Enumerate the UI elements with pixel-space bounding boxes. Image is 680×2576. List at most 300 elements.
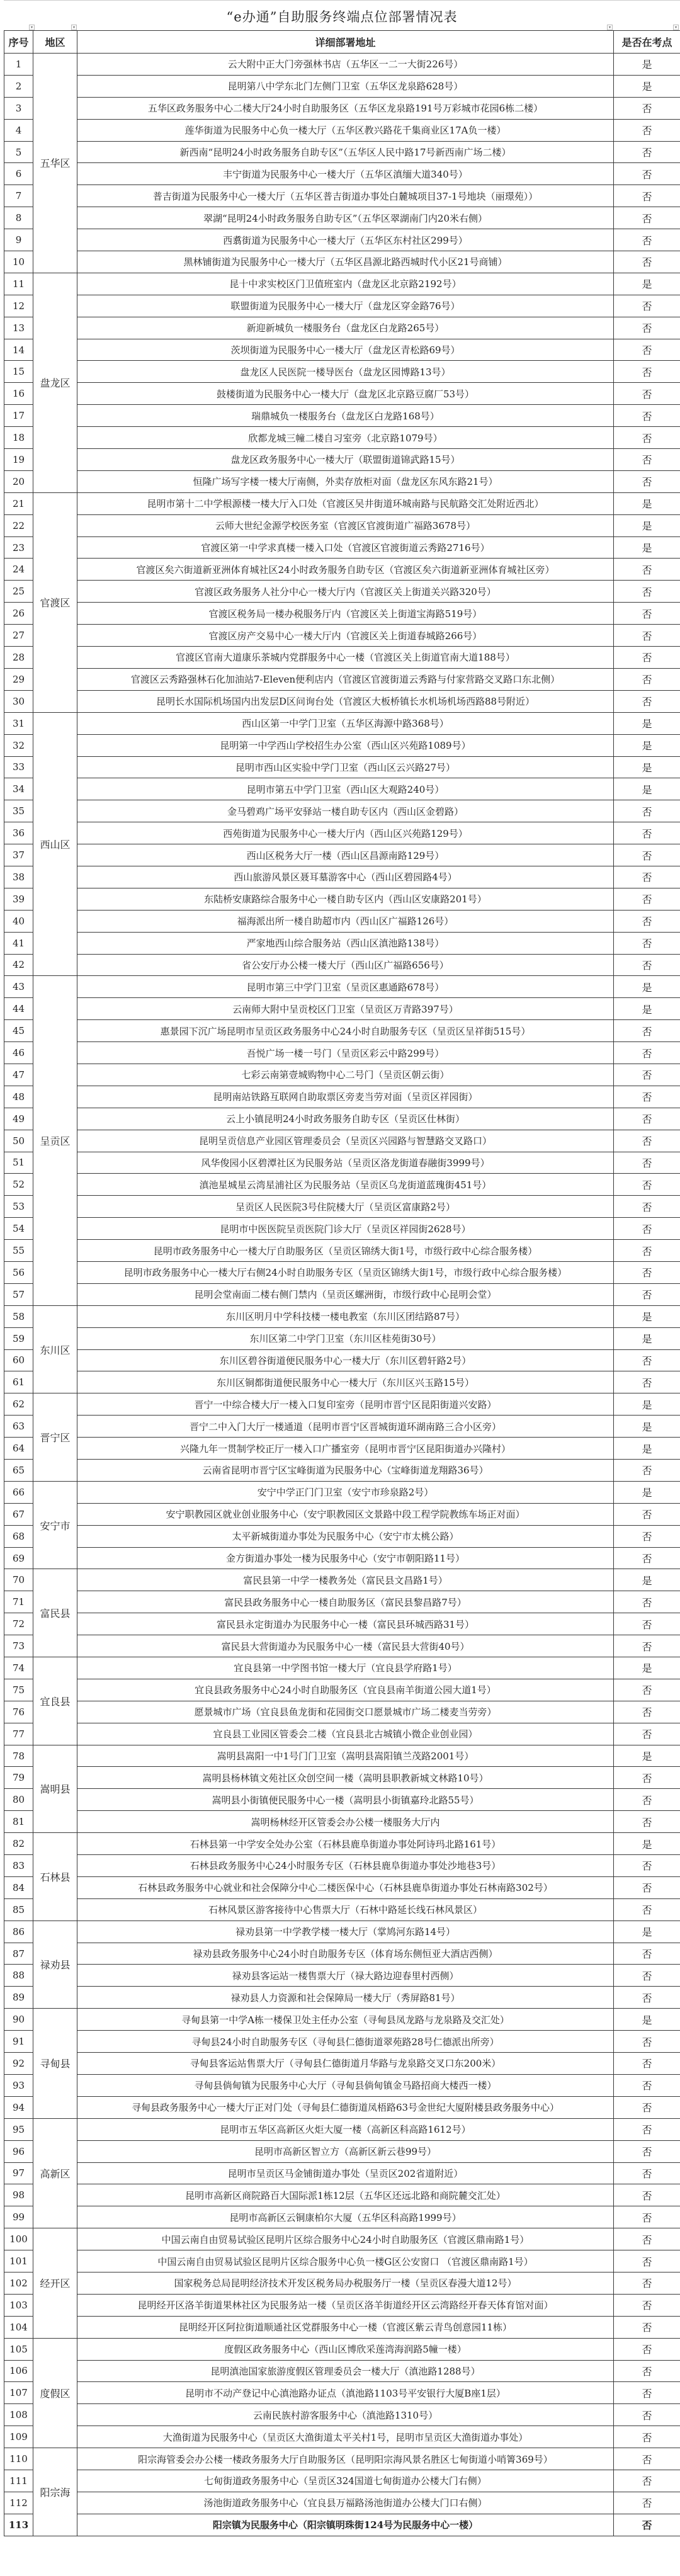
- table-row: [4, 1745, 680, 1767]
- exam-site-cell: 是: [614, 492, 680, 514]
- address-cell: 中国云南自由贸易试验区昆明片区综合服务中心24小时自助服务区（官渡区鼎南路1号）: [77, 2228, 614, 2250]
- address-cell: 石林县第一中学安全处办公室（石林县鹿阜街道办事处阿诗玛北路161号）: [77, 1833, 614, 1855]
- address-cell: 晋宁一中综合楼大厅一楼入口复印室旁（昆明市晋宁区昆阳街道兴安路）: [77, 1393, 614, 1416]
- address-cell: 云大附中正大门旁强林书店（五华区一二一大街226号）: [77, 54, 614, 76]
- filter-dropdown-icon[interactable]: ▾: [673, 25, 679, 30]
- address-cell: 新迎新城负一楼服务台（盘龙区白龙路265号）: [77, 317, 614, 339]
- table-row: [4, 1679, 680, 1701]
- row-number: 31: [4, 712, 33, 734]
- table-row: [4, 1657, 680, 1679]
- table-row: [4, 1460, 680, 1482]
- header-address: 详细部署地址: [77, 31, 614, 54]
- address-cell: 晋宁二中入门大厅一楼通道（昆明市晋宁区晋城街道环湖南路三合小区旁）: [77, 1416, 614, 1438]
- address-cell: 盘龙区政务服务中心一楼大厅（联盟街道锦武路15号）: [77, 449, 614, 471]
- row-number: 28: [4, 647, 33, 669]
- exam-site-cell: 是: [614, 2009, 680, 2031]
- table-row: [4, 383, 680, 405]
- table-row: [4, 54, 680, 76]
- row-number: 110: [4, 2448, 33, 2470]
- exam-site-cell: 否: [614, 2470, 680, 2492]
- exam-site-cell: 是: [614, 1305, 680, 1327]
- address-cell: 云南师大附中呈贡校区门卫室（呈贡区万青路397号）: [77, 998, 614, 1020]
- address-cell: 富民县大营街道办为民服务中心一楼（富民县大营街40号）: [77, 1635, 614, 1657]
- table-row: [4, 2096, 680, 2118]
- row-number: 18: [4, 427, 33, 449]
- address-cell: 西山区税务大厅一楼（西山区昌源南路129号）: [77, 844, 614, 866]
- row-number: 14: [4, 339, 33, 361]
- table-row: [4, 2074, 680, 2096]
- table-row: [4, 1174, 680, 1196]
- exam-site-cell: 是: [614, 1745, 680, 1767]
- row-number: 102: [4, 2272, 33, 2294]
- row-number: 112: [4, 2492, 33, 2514]
- district-cell: 高新区: [33, 2118, 77, 2228]
- address-cell: 欣都龙城三幢二楼自习室旁（北京路1079号）: [77, 427, 614, 449]
- address-cell: 昆明经开区阿拉街道顺通社区党群服务中心一楼（官渡区紫云青鸟创意园11栋）: [77, 2316, 614, 2338]
- row-number: 81: [4, 1811, 33, 1833]
- row-number: 101: [4, 2250, 33, 2272]
- address-cell: 昆明南站铁路互联网自助取票区旁麦当劳对面（呈贡区祥园街）: [77, 1086, 614, 1108]
- table-row: [4, 75, 680, 97]
- table-row: [4, 1965, 680, 1987]
- table-row: [4, 470, 680, 492]
- table-row: [4, 1701, 680, 1723]
- row-number: 8: [4, 207, 33, 229]
- row-number: 12: [4, 295, 33, 317]
- exam-site-cell: 否: [614, 690, 680, 712]
- address-cell: 中国云南自由贸易试验区昆明片区综合服务中心负一楼G区公安窗口 （官渡区鼎南路1号）: [77, 2250, 614, 2272]
- address-cell: 昆明市第五中学门卫室（西山区大观路240号）: [77, 778, 614, 800]
- address-cell: 嵩明县嵩阳一中1号门门卫室（嵩明县嵩阳镇兰茂路2001号）: [77, 1745, 614, 1767]
- filter-dropdown-icon[interactable]: ▾: [607, 25, 613, 30]
- address-cell: 七彩云南第壹城购物中心二号门（呈贡区朝云街）: [77, 1064, 614, 1086]
- row-number: 62: [4, 1393, 33, 1416]
- row-number: 55: [4, 1240, 33, 1262]
- exam-site-cell: 是: [614, 1481, 680, 1503]
- table-row: [4, 866, 680, 888]
- exam-site-cell: 否: [614, 2426, 680, 2448]
- address-cell: 昆明市中医医院呈贡医院门诊大厅（呈贡区祥园街2628号）: [77, 1218, 614, 1240]
- table-row: [4, 1108, 680, 1130]
- district-cell: 嵩明县: [33, 1745, 77, 1833]
- table-row: [4, 1196, 680, 1218]
- exam-site-cell: 是: [614, 756, 680, 778]
- exam-site-cell: 否: [614, 1723, 680, 1745]
- exam-site-cell: 否: [614, 2184, 680, 2206]
- row-number: 53: [4, 1196, 33, 1218]
- row-number: 67: [4, 1503, 33, 1525]
- exam-site-cell: 否: [614, 1789, 680, 1811]
- exam-site-cell: 是: [614, 1393, 680, 1416]
- exam-site-cell: 否: [614, 1152, 680, 1174]
- row-number: 1: [4, 54, 33, 76]
- address-cell: 昆明市政务服务中心一楼大厅自助服务区（呈贡区锦绣大街1号，市级行政中心综合服务楼）: [77, 1240, 614, 1262]
- exam-site-cell: 否: [614, 1525, 680, 1547]
- row-number: 84: [4, 1876, 33, 1898]
- address-cell: 官渡区矣六街道新亚洲体育城社区24小时政务服务自助专区（官渡区矣六街道新亚洲体育城社区旁）: [77, 559, 614, 581]
- exam-site-cell: 否: [614, 668, 680, 690]
- exam-site-cell: 否: [614, 800, 680, 822]
- row-number: 71: [4, 1591, 33, 1613]
- table-row: [4, 2206, 680, 2228]
- exam-site-cell: 是: [614, 75, 680, 97]
- table-row: [4, 2426, 680, 2448]
- exam-site-cell: 否: [614, 2360, 680, 2382]
- exam-site-cell: 否: [614, 251, 680, 273]
- district-cell: 富民县: [33, 1569, 77, 1657]
- exam-site-cell: 否: [614, 866, 680, 888]
- exam-site-cell: 否: [614, 2514, 680, 2536]
- address-cell: 官渡区云秀路强林石化加油站7-Eleven便利店内（官渡区官渡街道云秀路与付家营路交叉路口东北侧）: [77, 668, 614, 690]
- address-cell: 禄劝县人力资源和社会保障局一楼大厅（秀屏路81号）: [77, 1987, 614, 2009]
- page-title: “e办通”自助服务终端点位部署情况表: [226, 9, 458, 25]
- table-row: [4, 2184, 680, 2206]
- exam-site-cell: 否: [614, 339, 680, 361]
- row-number: 39: [4, 888, 33, 910]
- table-row: [4, 1283, 680, 1305]
- table-row: [4, 1481, 680, 1503]
- address-cell: 昆明市第十二中学根源楼一楼大厅入口处（官渡区吴井街道环城南路与民航路交汇处附近西北）: [77, 492, 614, 514]
- exam-site-cell: 否: [614, 295, 680, 317]
- row-number: 74: [4, 1657, 33, 1679]
- address-cell: 东川区明月中学科技楼一楼电教室（东川区团结路87号）: [77, 1305, 614, 1327]
- row-number: 63: [4, 1416, 33, 1438]
- address-cell: 呈贡区人民医院3号住院楼大厅（呈贡区富康路2号）: [77, 1196, 614, 1218]
- exam-site-cell: 否: [614, 1196, 680, 1218]
- table-row: [4, 185, 680, 207]
- address-cell: 官渡区房产交易中心一楼大厅内（官渡区关上街道春城路266号）: [77, 625, 614, 647]
- deployment-table-sheet: [4, 0, 680, 2536]
- address-cell: 嵩明县杨林镇文苑社区众创空间一楼（嵩明县职教新城文林路10号）: [77, 1767, 614, 1789]
- row-number: 58: [4, 1305, 33, 1327]
- table-row: [4, 778, 680, 800]
- row-number: 26: [4, 603, 33, 625]
- table-row: [4, 954, 680, 976]
- row-number: 48: [4, 1086, 33, 1108]
- address-cell: 昆明市不动产登记中心滇池路办证点（滇池路1103号平安银行大厦B座1层）: [77, 2382, 614, 2404]
- exam-site-cell: 否: [614, 1767, 680, 1789]
- address-cell: 官渡区税务局一楼办税服务厅内（官渡区关上街道宝海路519号）: [77, 603, 614, 625]
- exam-site-cell: 否: [614, 2404, 680, 2426]
- row-number: 43: [4, 976, 33, 998]
- address-cell: 大渔街道为民服务中心（呈贡区大渔街道太平关村1号，昆明市呈贡区大渔街道办事处）: [77, 2426, 614, 2448]
- row-number: 44: [4, 998, 33, 1020]
- exam-site-cell: 否: [614, 2228, 680, 2250]
- address-cell: 宜良县第一中学图书馆一楼大厅（宜良县学府路1号）: [77, 1657, 614, 1679]
- exam-site-cell: 是: [614, 1416, 680, 1438]
- exam-site-cell: 是: [614, 1657, 680, 1679]
- exam-site-cell: 是: [614, 1921, 680, 1943]
- exam-site-cell: 否: [614, 1042, 680, 1064]
- address-cell: 昆明呈贡信息产业园区管理委员会（呈贡区兴园路与智慧路交叉路口）: [77, 1130, 614, 1152]
- address-cell: 昆明市高新区云铜康柏尔大厦（五华区科高路1999号）: [77, 2206, 614, 2228]
- table-row: [4, 1130, 680, 1152]
- row-number: 100: [4, 2228, 33, 2250]
- exam-site-cell: 是: [614, 273, 680, 295]
- exam-site-cell: 否: [614, 1547, 680, 1569]
- row-number: 98: [4, 2184, 33, 2206]
- row-number: 78: [4, 1745, 33, 1767]
- row-number: 27: [4, 625, 33, 647]
- address-cell: 寻甸县倘甸镇为民服务中心大厅（寻甸县倘甸镇金马路招商大楼西一楼）: [77, 2074, 614, 2096]
- exam-site-cell: 否: [614, 581, 680, 603]
- table-header-row: [4, 31, 680, 54]
- exam-site-cell: 否: [614, 1371, 680, 1393]
- district-cell: 呈贡区: [33, 976, 77, 1305]
- exam-site-cell: 否: [614, 470, 680, 492]
- table-row: [4, 603, 680, 625]
- address-cell: 云南省昆明市晋宁区宝峰街道为民服务中心（宝峰街道龙翔路36号）: [77, 1460, 614, 1482]
- exam-site-cell: 是: [614, 778, 680, 800]
- table-row: [4, 1416, 680, 1438]
- address-cell: 普吉街道为民服务中心一楼大厅（五华区普吉街道办事处白麓城项目37-1号地块（丽璟苑））: [77, 185, 614, 207]
- table-row: [4, 2360, 680, 2382]
- row-number: 96: [4, 2140, 33, 2162]
- row-number: 21: [4, 492, 33, 514]
- row-number: 111: [4, 2470, 33, 2492]
- exam-site-cell: 否: [614, 603, 680, 625]
- table-row: [4, 1613, 680, 1635]
- table-row: [4, 1525, 680, 1547]
- row-number: 11: [4, 273, 33, 295]
- table-row: [4, 647, 680, 669]
- filter-dropdown-icon[interactable]: ▾: [71, 25, 77, 30]
- row-number: 51: [4, 1152, 33, 1174]
- table-row: [4, 1547, 680, 1569]
- exam-site-cell: 否: [614, 229, 680, 251]
- table-row: [4, 2250, 680, 2272]
- exam-site-cell: 是: [614, 734, 680, 756]
- address-cell: 官渡区官南大道康乐茶城内党群服务中心一楼（官渡区关上街道官南大道188号）: [77, 647, 614, 669]
- table-row: [4, 1020, 680, 1042]
- address-cell: 云上小镇昆明24小时政务服务自助专区（呈贡区仕林街）: [77, 1108, 614, 1130]
- exam-site-cell: 否: [614, 141, 680, 163]
- district-cell: 阳宗海: [33, 2448, 77, 2536]
- exam-site-cell: 否: [614, 822, 680, 844]
- address-cell: 禄劝县客运站一楼售票大厅（禄大路边迎春里村西侧）: [77, 1965, 614, 1987]
- row-number: 92: [4, 2053, 33, 2075]
- table-row: [4, 1898, 680, 1921]
- header-exam-site: 是否在考点: [614, 31, 680, 54]
- row-number: 9: [4, 229, 33, 251]
- row-number: 52: [4, 1174, 33, 1196]
- table-row: [4, 492, 680, 514]
- address-cell: 昆明会堂南面二楼右侧门禁内（呈贡区螺洲街，市级行政中心昆明会堂）: [77, 1283, 614, 1305]
- district-cell: 经开区: [33, 2228, 77, 2338]
- table-row: [4, 844, 680, 866]
- table-row: [4, 339, 680, 361]
- exam-site-cell: 否: [614, 844, 680, 866]
- table-row: [4, 1503, 680, 1525]
- row-number: 56: [4, 1261, 33, 1283]
- table-body: [4, 54, 680, 2536]
- row-number: 19: [4, 449, 33, 471]
- row-number: 103: [4, 2294, 33, 2316]
- table-row: [4, 888, 680, 910]
- address-cell: 富民县永定街道办为民服务中心一楼（富民县环城西路31号）: [77, 1613, 614, 1635]
- row-number: 80: [4, 1789, 33, 1811]
- address-cell: 度假区政务服务中心（西山区博欣采莲湾海润路5幢一楼）: [77, 2338, 614, 2360]
- address-cell: 嵩明县小街镇便民服务中心一楼（嵩明县小街镇嘉玲北路55号）: [77, 1789, 614, 1811]
- address-cell: 黑林铺街道为民服务中心一楼大厅（五华区昌源北路西城时代小区21号商铺）: [77, 251, 614, 273]
- exam-site-cell: 否: [614, 2074, 680, 2096]
- row-number: 25: [4, 581, 33, 603]
- table-row: [4, 734, 680, 756]
- address-cell: 新西南“昆明24小时政务服务自助专区”（五华区人民中路17号新西南广场二楼）: [77, 141, 614, 163]
- table-row: [4, 712, 680, 734]
- table-row: [4, 1833, 680, 1855]
- table-row: [4, 2140, 680, 2162]
- exam-site-cell: 否: [614, 559, 680, 581]
- table-row: [4, 2272, 680, 2294]
- exam-site-cell: 否: [614, 405, 680, 427]
- address-cell: 西山区第一中学门卫室（五华区海源中路368号）: [77, 712, 614, 734]
- row-number: 54: [4, 1218, 33, 1240]
- exam-site-cell: 否: [614, 2206, 680, 2228]
- address-cell: 金马碧鸡广场平安驿站一楼自助专区内（西山区金碧路）: [77, 800, 614, 822]
- address-cell: 宜良县工业园区管委会二楼（宜良县北古城镇小微企业创业园）: [77, 1723, 614, 1745]
- district-cell: 宜良县: [33, 1657, 77, 1745]
- table-row: [4, 822, 680, 844]
- row-number: 30: [4, 690, 33, 712]
- table-row: [4, 361, 680, 383]
- address-cell: 茨坝街道为民服务中心一楼大厅（盘龙区青松路69号）: [77, 339, 614, 361]
- row-number: 61: [4, 1371, 33, 1393]
- row-number: 99: [4, 2206, 33, 2228]
- address-cell: 阳宗海管委会办公楼一楼政务服务大厅自助服务区（昆明阳宗海风景名胜区七甸街道小哨箐369号）: [77, 2448, 614, 2470]
- table-row: [4, 514, 680, 536]
- address-cell: 盘龙区人民医院一楼导医台（盘龙区园博路13号）: [77, 361, 614, 383]
- address-cell: 翠湖“昆明24小时政务服务自助专区”（五华区翠湖南门内20米右侧）: [77, 207, 614, 229]
- table-row: [4, 251, 680, 273]
- table-row: [4, 800, 680, 822]
- exam-site-cell: 否: [614, 2162, 680, 2184]
- row-number: 5: [4, 141, 33, 163]
- row-number: 86: [4, 1921, 33, 1943]
- row-number: 60: [4, 1349, 33, 1371]
- table-row: [4, 1921, 680, 1943]
- exam-site-cell: 否: [614, 119, 680, 141]
- address-cell: 汤池街道政务服务中心（宜良县万福路汤池街道办公楼大门口右侧）: [77, 2492, 614, 2514]
- row-number: 76: [4, 1701, 33, 1723]
- exam-site-cell: 否: [614, 1108, 680, 1130]
- row-number: 87: [4, 1943, 33, 1965]
- row-number: 42: [4, 954, 33, 976]
- row-number: 106: [4, 2360, 33, 2382]
- row-number: 34: [4, 778, 33, 800]
- district-cell: 寻甸县: [33, 2009, 77, 2118]
- exam-site-cell: 否: [614, 2031, 680, 2053]
- row-number: 46: [4, 1042, 33, 1064]
- row-number: 24: [4, 559, 33, 581]
- table-row: [4, 1569, 680, 1591]
- address-cell: 昆明经开区洛羊街道果林社区为民服务站一楼（呈贡区洛羊街道经开区云湾路经开春天体育馆对面）: [77, 2294, 614, 2316]
- exam-site-cell: 否: [614, 2338, 680, 2360]
- address-cell: 金方街道办事处一楼为民服务中心（安宁市朝阳路11号）: [77, 1547, 614, 1569]
- exam-site-cell: 否: [614, 1591, 680, 1613]
- table-row: [4, 295, 680, 317]
- exam-site-cell: 否: [614, 1635, 680, 1657]
- district-cell: 度假区: [33, 2338, 77, 2448]
- address-cell: 云师大世纪金源学校医务室（官渡区官渡街道广福路3678号）: [77, 514, 614, 536]
- row-number: 33: [4, 756, 33, 778]
- table-row: [4, 141, 680, 163]
- row-number: 91: [4, 2031, 33, 2053]
- address-cell: 太平新城街道办事处为民服务中心（安宁市太桃公路）: [77, 1525, 614, 1547]
- table-row: [4, 1789, 680, 1811]
- table-row: [4, 2316, 680, 2338]
- row-number: 10: [4, 251, 33, 273]
- address-cell: 嵩明杨林经开区管委会办公楼一楼服务大厅内: [77, 1811, 614, 1833]
- address-cell: 寻甸县客运站售票大厅（寻甸县仁德街道月华路与龙泉路交叉口东200米）: [77, 2053, 614, 2075]
- row-number: 83: [4, 1855, 33, 1877]
- row-number: 2: [4, 75, 33, 97]
- row-number: 45: [4, 1020, 33, 1042]
- address-cell: 西翥街道为民服务中心一楼大厅（五华区东村社区299号）: [77, 229, 614, 251]
- table-row: [4, 2053, 680, 2075]
- table-row: [4, 273, 680, 295]
- exam-site-cell: 是: [614, 1833, 680, 1855]
- address-cell: 东川区铜都街道便民服务中心一楼大厅（东川区兴玉路15号）: [77, 1371, 614, 1393]
- row-number: 59: [4, 1327, 33, 1349]
- table-row: [4, 163, 680, 185]
- address-cell: 昆十中求实校区门卫值班室内（盘龙区北京路2192号）: [77, 273, 614, 295]
- table-row: [4, 1876, 680, 1898]
- address-cell: 阳宗镇为民服务中心（阳宗镇明珠街124号为民服务中心一楼）: [77, 2514, 614, 2536]
- address-cell: 寻甸县政务服务中心一楼大厅正对门处（寻甸县仁德街道凤梧路63号金世纪大厦附楼县政务服务中心）: [77, 2096, 614, 2118]
- district-cell: 五华区: [33, 54, 77, 273]
- row-number: 38: [4, 866, 33, 888]
- exam-site-cell: 否: [614, 2053, 680, 2075]
- exam-site-cell: 否: [614, 2448, 680, 2470]
- row-number: 57: [4, 1283, 33, 1305]
- table-row: [4, 2118, 680, 2140]
- row-number: 47: [4, 1064, 33, 1086]
- table-row: [4, 1943, 680, 1965]
- table-row: [4, 2338, 680, 2360]
- row-number: 49: [4, 1108, 33, 1130]
- row-number: 79: [4, 1767, 33, 1789]
- row-number: 105: [4, 2338, 33, 2360]
- row-number: 16: [4, 383, 33, 405]
- exam-site-cell: 否: [614, 1876, 680, 1898]
- row-number: 66: [4, 1481, 33, 1503]
- exam-site-cell: 否: [614, 207, 680, 229]
- exam-site-cell: 是: [614, 998, 680, 1020]
- address-cell: 寻甸县第一中学A栋一楼保卫处主任办公室（寻甸县凤龙路与龙泉路及交汇处）: [77, 2009, 614, 2031]
- row-number: 69: [4, 1547, 33, 1569]
- table-row: [4, 119, 680, 141]
- exam-site-cell: 否: [614, 888, 680, 910]
- table-row: [4, 1811, 680, 1833]
- exam-site-cell: 是: [614, 1438, 680, 1460]
- table-row: [4, 207, 680, 229]
- exam-site-cell: 否: [614, 1460, 680, 1482]
- row-number: 23: [4, 536, 33, 559]
- exam-site-cell: 否: [614, 163, 680, 185]
- row-number: 95: [4, 2118, 33, 2140]
- table-row: [4, 581, 680, 603]
- row-number: 97: [4, 2162, 33, 2184]
- exam-site-cell: 否: [614, 932, 680, 954]
- exam-site-cell: 否: [614, 647, 680, 669]
- exam-site-cell: 否: [614, 1218, 680, 1240]
- row-number: 113: [4, 2514, 33, 2536]
- filter-dropdown-icon[interactable]: ▾: [29, 25, 35, 30]
- exam-site-cell: 否: [614, 1701, 680, 1723]
- table-row: [4, 932, 680, 954]
- address-cell: 东川区第二中学门卫室（东川区桂苑街30号）: [77, 1327, 614, 1349]
